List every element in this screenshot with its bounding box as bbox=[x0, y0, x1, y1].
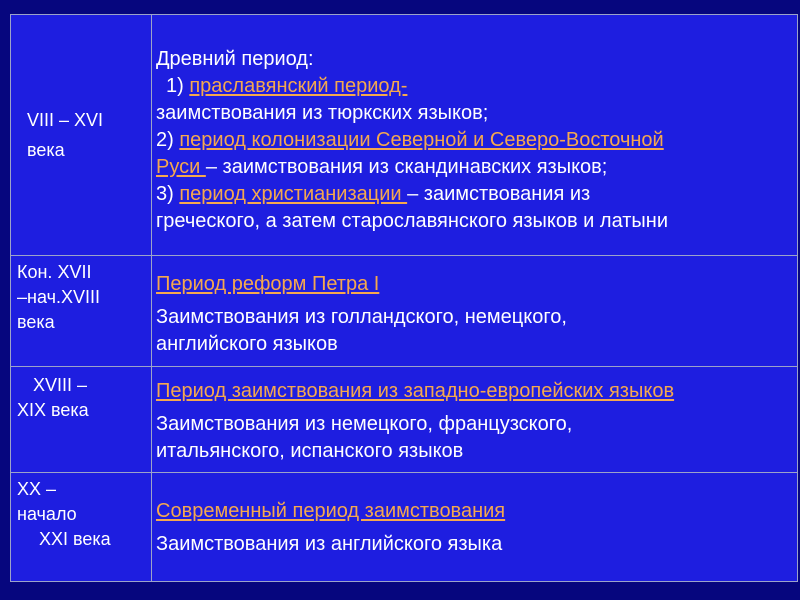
era-cell bbox=[11, 15, 152, 256]
description-cell bbox=[152, 367, 798, 473]
description-cell bbox=[152, 15, 798, 256]
period-text: Заимствования из немецкого, французского, bbox=[156, 413, 573, 435]
table-row bbox=[11, 15, 798, 256]
description-cell bbox=[152, 473, 798, 582]
era-label: XX – bbox=[17, 479, 57, 499]
era-cell bbox=[11, 473, 152, 582]
era-label: Кон. XVII bbox=[17, 262, 92, 282]
period-link[interactable]: Руси bbox=[156, 155, 206, 178]
period-text: Заимствования из английского языка bbox=[156, 533, 503, 555]
era-cell bbox=[11, 367, 152, 473]
period-link[interactable]: праславянский период- bbox=[189, 74, 408, 97]
period-link[interactable]: Современный период заимствования bbox=[156, 500, 506, 522]
item-number: 3) bbox=[156, 182, 180, 205]
era-label: века bbox=[27, 140, 65, 160]
description-cell bbox=[152, 256, 798, 367]
era-label: –нач.XVIII bbox=[17, 287, 100, 307]
period-link[interactable]: Период реформ Петра I bbox=[156, 272, 380, 295]
table-row bbox=[11, 473, 798, 582]
item-number: 1) bbox=[166, 74, 190, 97]
subperiod-text: греческого, а затем старославянского языков и латыни bbox=[156, 209, 669, 232]
era-label: века bbox=[17, 312, 55, 332]
periods-table bbox=[10, 14, 798, 582]
subperiod-2 bbox=[156, 127, 793, 154]
subperiod-text: – заимствования из скандинавских языков; bbox=[205, 155, 608, 178]
subperiod-text: заимствования из тюркских языков; bbox=[156, 101, 489, 124]
subperiod-1 bbox=[156, 73, 793, 100]
era-label: начало bbox=[17, 504, 77, 524]
table-row bbox=[11, 256, 798, 367]
period-text: Заимствования из голландского, немецкого, bbox=[156, 305, 567, 328]
subperiod-2-cont bbox=[156, 154, 793, 181]
era-label: VIII – XVI bbox=[27, 110, 104, 130]
era-label: XVIII – bbox=[33, 375, 88, 395]
table-row bbox=[11, 367, 798, 473]
era-label: XXI века bbox=[39, 529, 111, 549]
period-heading: Древний период: bbox=[156, 47, 314, 70]
period-link[interactable]: Период заимствования из западно-европейских языков bbox=[156, 380, 675, 402]
era-cell bbox=[11, 256, 152, 367]
item-number: 2) bbox=[156, 128, 180, 151]
period-text: итальянского, испанского языков bbox=[156, 440, 464, 462]
era-label: XIX века bbox=[17, 400, 89, 420]
period-text: английского языков bbox=[156, 332, 338, 355]
period-link[interactable]: период христианизации bbox=[179, 182, 408, 205]
subperiod-3 bbox=[156, 181, 793, 208]
period-link[interactable]: период колонизации Северной и Северо-Восточной bbox=[179, 128, 664, 151]
subperiod-text: – заимствования из bbox=[407, 182, 591, 205]
